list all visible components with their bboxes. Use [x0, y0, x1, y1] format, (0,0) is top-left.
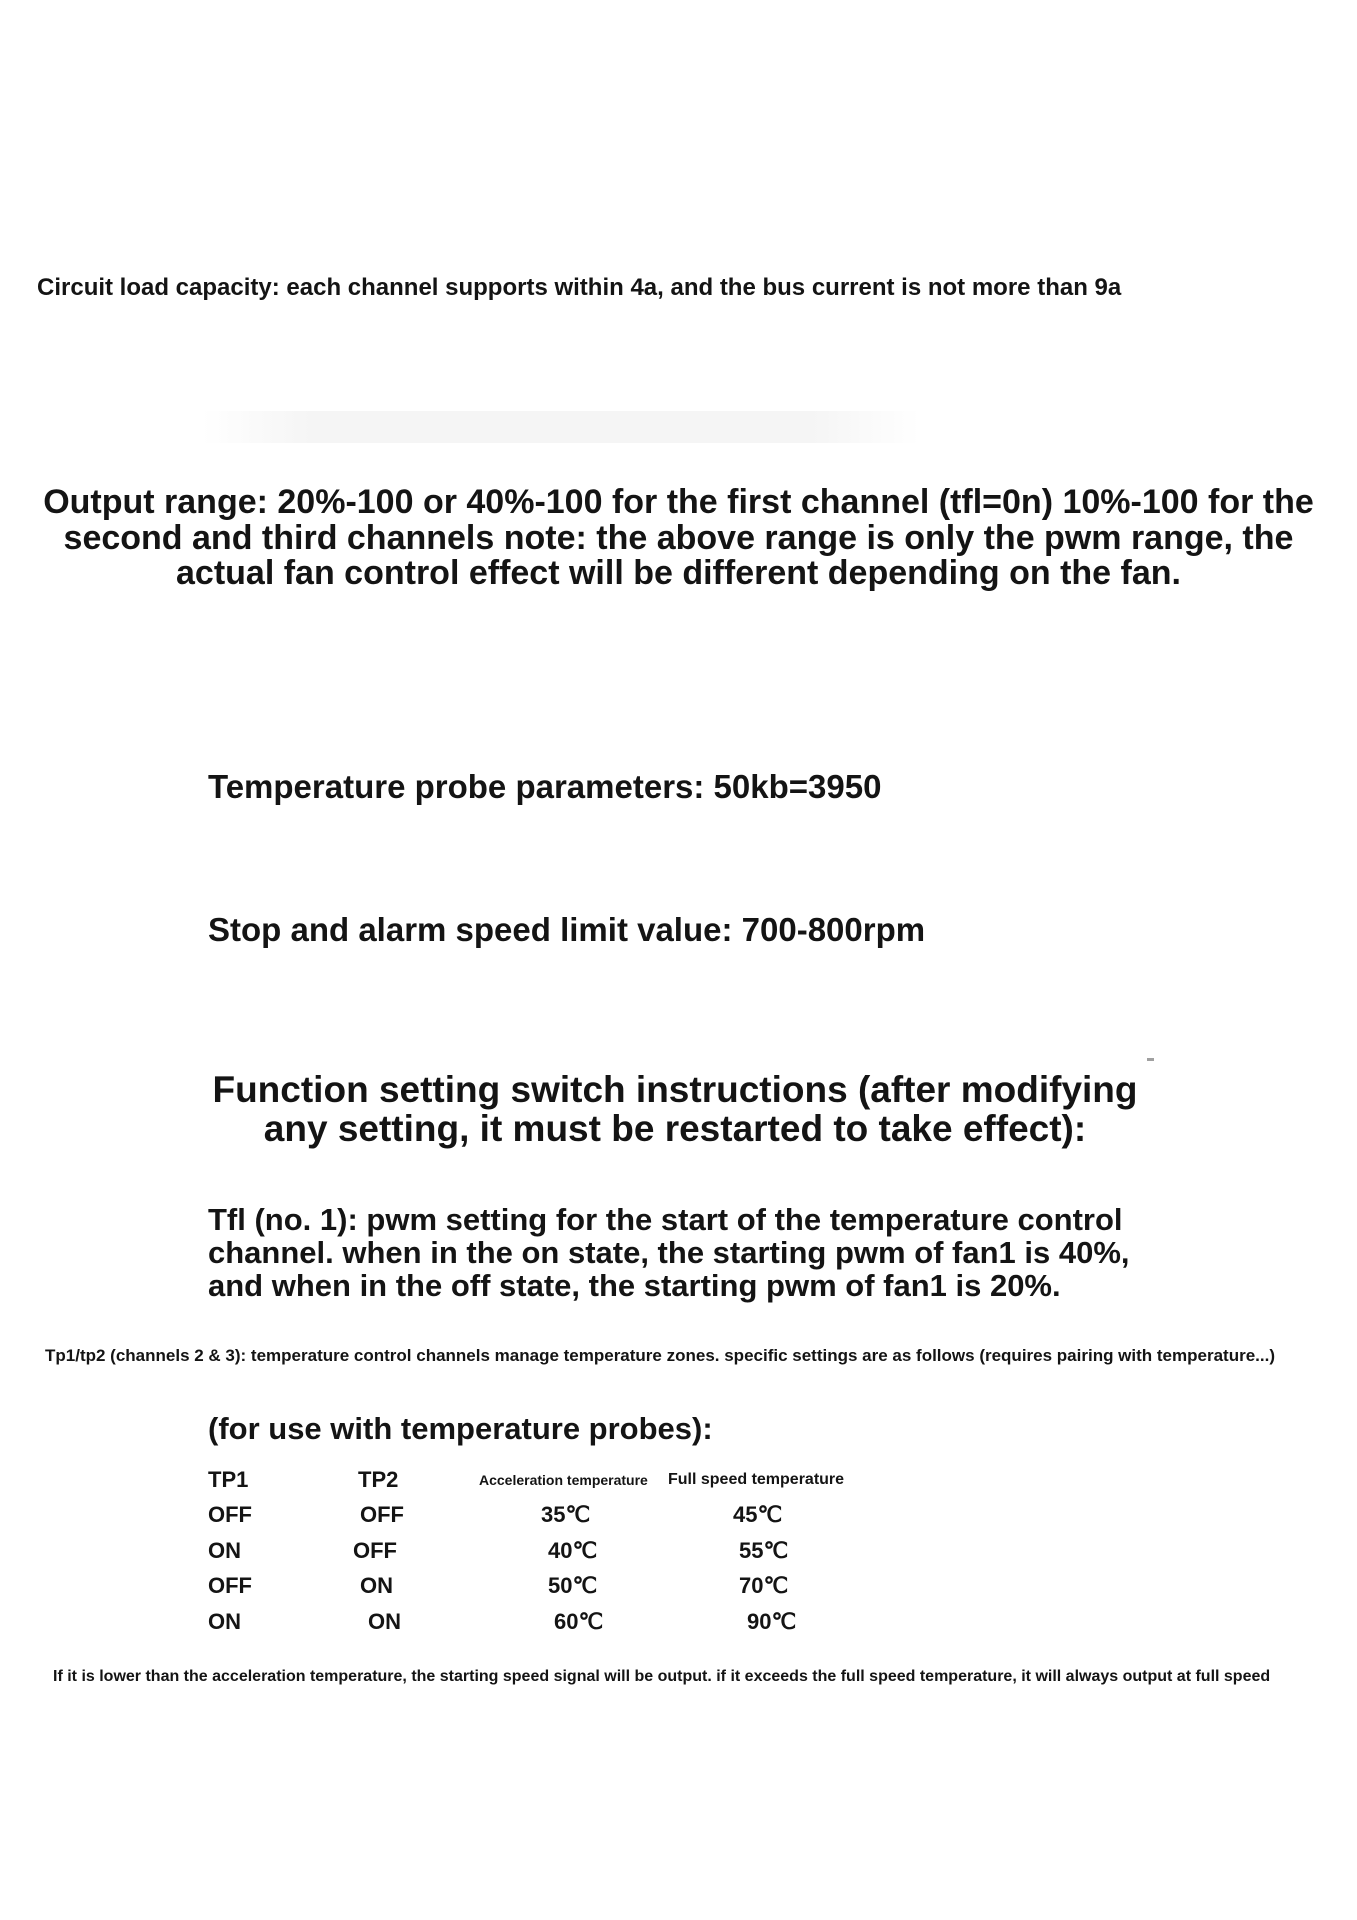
scan-artifact: [202, 411, 920, 443]
cell-full-speed-temperature: 55℃: [739, 1538, 789, 1563]
tfl-line: and when in the off state, the starting pwm of fan1 is 20%.: [208, 1268, 1061, 1303]
function-heading-line: Function setting switch instructions (after modifying: [212, 1069, 1138, 1110]
speed-limit-value: Stop and alarm speed limit value: 700-800rpm: [208, 911, 926, 948]
tp-channels-note: Tp1/tp2 (channels 2 & 3): temperature control channels manage temperature zones. specific settings are as follows (requires pairing with temperature...): [45, 1346, 1275, 1365]
temperature-probe-parameters: Temperature probe parameters: 50kb=3950: [208, 768, 882, 805]
cell-acceleration-temperature: 40℃: [548, 1538, 598, 1563]
output-range-line: actual fan control effect will be different depending on the fan.: [176, 554, 1181, 592]
circuit-load-capacity: Circuit load capacity: each channel supports within 4a, and the bus current is not more than 9a: [37, 274, 1122, 301]
cell-tp1: ON: [208, 1609, 241, 1634]
cell-full-speed-temperature: 45℃: [733, 1502, 783, 1527]
table-row: [0, 1500, 1357, 1530]
probe-usage-heading: (for use with temperature probes):: [208, 1411, 713, 1446]
table-row: [0, 1571, 1357, 1601]
cell-full-speed-temperature: 70℃: [739, 1573, 789, 1598]
tfl-line: Tfl (no. 1): pwm setting for the start of the temperature control: [208, 1202, 1123, 1237]
table-row: [0, 1607, 1357, 1637]
output-range-paragraph: [0, 485, 1357, 592]
cell-tp1: ON: [208, 1538, 241, 1563]
cell-acceleration-temperature: 50℃: [548, 1573, 598, 1598]
cell-tp1: OFF: [208, 1502, 252, 1527]
function-setting-heading: [0, 1070, 1350, 1148]
cell-tp2: OFF: [353, 1538, 397, 1563]
tfl-paragraph: [208, 1203, 1130, 1302]
function-heading-line: any setting, it must be restarted to take effect):: [263, 1108, 1087, 1149]
table-header-full-speed-temperature: Full speed temperature: [668, 1471, 845, 1488]
table-header-acceleration-temperature: Acceleration temperature: [479, 1472, 648, 1488]
cell-tp2: ON: [368, 1609, 401, 1634]
cell-acceleration-temperature: 35℃: [541, 1502, 591, 1527]
cell-tp2: OFF: [360, 1502, 404, 1527]
cell-tp2: ON: [360, 1573, 393, 1598]
cell-tp1: OFF: [208, 1573, 252, 1598]
cell-full-speed-temperature: 90℃: [747, 1609, 797, 1634]
output-range-line: Output range: 20%-100 or 40%-100 for the first channel (tfl=0n) 10%-100 for the: [43, 483, 1314, 521]
scan-artifact: [1147, 1058, 1154, 1061]
table-header-tp1: TP1: [208, 1467, 249, 1492]
cell-acceleration-temperature: 60℃: [554, 1609, 604, 1634]
output-range-line: second and third channels note: the above range is only the pwm range, the: [63, 518, 1294, 557]
table-header-tp2: TP2: [358, 1467, 399, 1492]
footer-note: If it is lower than the acceleration temperature, the starting speed signal will be output. if it exceeds the full speed temperature, it will always output at full speed: [53, 1668, 1271, 1685]
tfl-line: channel. when in the on state, the starting pwm of fan1 is 40%,: [208, 1235, 1130, 1270]
table-row: [0, 1536, 1357, 1566]
